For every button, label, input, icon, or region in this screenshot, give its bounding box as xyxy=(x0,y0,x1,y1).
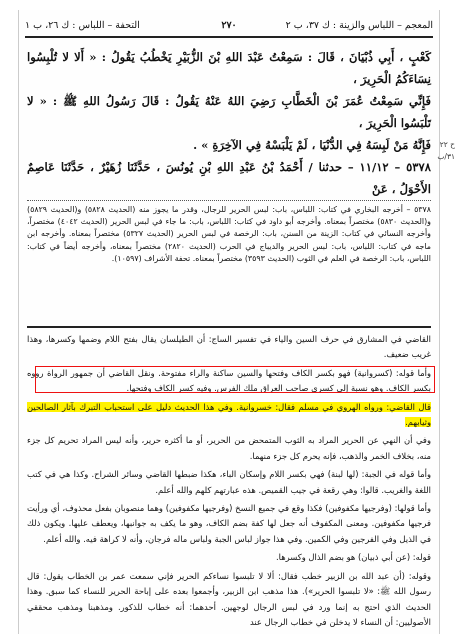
commentary-paragraph: وقوله: (أن عبد الله بن الزبير خطب فقال: ألا لا تلبسوا نساءكم الحرير فإني سمعت عمر بن الخطاب يقول: قال رسول الله ﷺ: «لا تلبسوا الحرير»). هذا مذهب ابن الزبير، وأجمعوا بعده على إباحة الحرير للنساء كما سبق. وهذا الحديث الذي احتج به إنما ورد في لبس الرجال لوجهين. أحدهما: أنه خطاب للذكور. ومذهبنا ومذهب محققي الأصوليين: أن النساء لا يدخلن في خطاب الرجال عند xyxy=(27,570,431,627)
commentary-paragraph: وأما قوله: (كسروانية) فهو بكسر الكاف وفتحها والسين ساكنة والراء مفتوحة. ونقل القاضي أن جمهور الرواة رووه بكسر الكاف. وهو نسبة إلى كسرى صاحب العراق ملك الفرس. وفيه كسر الكاف وفتحها. xyxy=(27,367,431,394)
margin-note: ٣١/ب xyxy=(437,152,455,161)
hadith-line: ٥٣٧٨ – ١١/١٢ – حدثنا / أَحْمَدُ بْنُ عَبْدِ اللهِ بْنِ يُونُسَ ، حَدَّثَنَا زُهَيْرٌ ، حَدَّثَنَا عَاصِمٌ الأَحْوَلُ ، عَنْ xyxy=(27,160,431,196)
commentary xyxy=(27,332,431,633)
commentary-paragraph: القاضي في المشارق في حرف السين والياء في تفسير الساج: أن الطيلسان يقال بفتح اللام وضمها وكسرها، وهذا غريب ضعيف. xyxy=(27,334,431,360)
hadith-line: فَإِنِّي سَمِعْتُ عُمَرَ بْنَ الْخَطَّابِ رَضِيَ اللهُ عَنْهُ يَقُولُ : قَالَ رَسُولُ اللهِ ﷺ : « لا تَلْبَسُوا الْحَرِيرَ ، xyxy=(27,94,431,130)
page-header xyxy=(25,14,433,38)
hadith-line: كَعْبٍ ، أَبِي ذُبْيَانَ ، قَالَ : سَمِعْتُ عَبْدَ اللهِ بْنَ الزُّبَيْرِ يَخْطُبُ يَقُولُ : « أَلا لا تُلْبِسُوا نِسَاءَكُمُ الْحَرِيرَ ، xyxy=(27,50,431,86)
book-page xyxy=(18,10,455,634)
footnotes xyxy=(27,204,431,267)
divider xyxy=(27,326,431,328)
commentary-paragraph: وأما قوله في الجبة: (لها لبنة) فهي بكسر اللام وإسكان الباء، هكذا ضبطها القاضي وسائر الشراح. وكذا هي في كتب اللغة والغريب. قالوا: وهي رقعة في جيب القميص. هذه عبارتهم كلهم والله أعلم. xyxy=(27,469,431,495)
hadith-line: فَإِنَّهُ مَنْ لَبِسَهُ فِي الدُّنْيَا ، لَمْ يَلْبَسْهُ فِي الآخِرَةِ » . xyxy=(193,138,431,152)
header-right: المعجم – اللباس والزينة : ك ٣٧، ب ٢ xyxy=(285,19,433,31)
page-number: ٢٧٠ xyxy=(221,19,237,31)
highlighted-text: قال القاضي: ورواه الهروي في مسلم فقال: خسروانية. وفي هذا الحديث دليل على استحباب التبرك بآثار الصالحين وثيابهم. xyxy=(27,401,431,428)
commentary-paragraph: وأما قولها: (وفرجيها مكفوفين) فكذا وقع في جميع النسخ (وفرجيها مكفوفين) وهما منصوبان بفعل محذوف، أي ورأيت فرجيها مكفوفين. ومعنى المكفوف أنه جعل لها كفة بضم الكاف، وهو ما يكف به جوانبها، ويعطف عليها. ويكون ذلك في الذيل وفي الفرجين وفي الكمين. وفي هذا جواز لباس الجبة ولباس ماله فرجان، وأنه لا كراهة فيه. والله أعلم. xyxy=(27,503,431,544)
divider xyxy=(27,200,431,201)
footnote: ٥٣٧٨ – أخرجه البخاري في كتاب: اللباس، باب: لبس الحرير للرجال، وقدر ما يجوز منه (الحديث ٥٨٢٨) و(الحديث ٥٨٢٩) و(الحديث ٥٨٣٠) مختصراً بمعناه. وأخرجه أبو داود في كتاب: اللباس، باب: ما جاء في لبس الحرير (الحديث ٤٠٤٢) مختصراً، وأخرجه النسائي في كتاب: الزينة من السنن، باب: الرخصة في لبس الحرير (الحديث ٥٣٢٧) مختصراً بمعناه. وأخرجه ابن ماجه في كتاب: اللباس، باب: لبس الحرير والديباج في الحرب (الحديث ٢٨٢٠) مختصراً بمعناه، وأخرجه أيضاً في كتاب: اللباس، باب: الرخصة في العلم في الثوب (الحديث ٣٥٩٣) مختصراً بمعناه. تحفة الأشراف (١٠٥٩٧). xyxy=(27,205,432,263)
commentary-paragraph: قوله: (عن أبي ذبيان) هو بضم الذال وكسرها. xyxy=(275,552,431,563)
margin-note: ح ٢٢ xyxy=(439,140,455,149)
commentary-paragraph-highlighted xyxy=(27,400,431,431)
commentary-paragraph: وفي أن النهي عن الحرير المراد به الثوب المتمحض من الحرير، أو ما أكثره حرير، وأنه ليس المراد تحريم كل جزء منه، بخلاف الخمر والذهب، فإنه يحرم كل جزء منهما. xyxy=(27,435,431,461)
header-left: التحفة – اللباس : ك ٢٦، ب ١ xyxy=(25,19,140,31)
hadith-text xyxy=(27,46,431,200)
